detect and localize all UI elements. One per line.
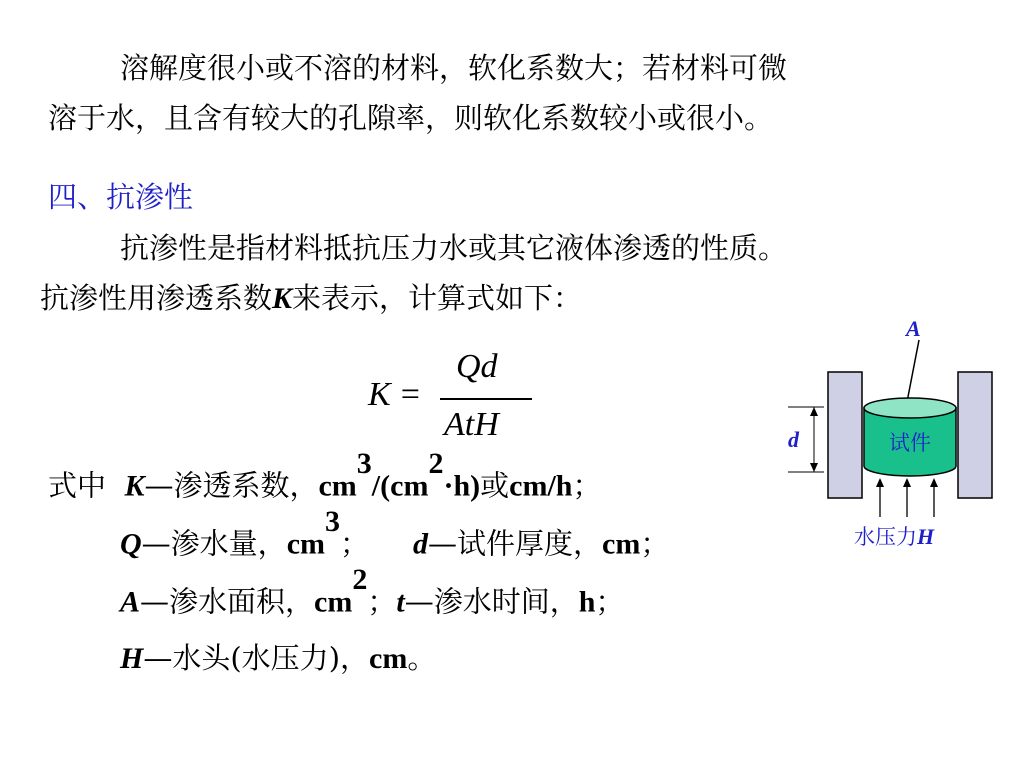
def-t-unit: h <box>578 585 596 619</box>
def-h-desc2: 水压力 <box>241 641 329 675</box>
def-h-desc3: )， <box>328 641 370 675</box>
def-k-end: ； <box>572 468 602 503</box>
pressure-arrowhead-3 <box>930 478 938 487</box>
def-a-desc: —渗水面积， <box>140 584 315 619</box>
def-t-end: ； <box>595 584 625 619</box>
right-plate <box>958 372 992 498</box>
def-k-sup2: 2 <box>428 447 444 480</box>
def-k-unit-b: /(cm <box>371 469 429 503</box>
specimen-label: 试件 <box>889 431 931 455</box>
def-k-unit-a: cm <box>318 469 357 503</box>
permeability-test-diagram <box>780 312 1010 562</box>
def-h-var: H <box>120 642 144 675</box>
def-d-var: d <box>413 527 429 561</box>
def-a-sup: 2 <box>352 563 368 596</box>
paragraph2-line2 <box>40 278 582 319</box>
paragraph2-line1: 抗渗性是指材料抵抗压力水或其它液体渗透的性质。 <box>120 231 788 265</box>
def-a-end: ； <box>367 584 397 619</box>
formula-lhs <box>368 376 430 414</box>
label-a: A <box>906 316 921 341</box>
definition-prefix: 式中 <box>48 468 107 503</box>
def-k-unit-c: ·h) <box>443 469 481 503</box>
paragraph2-text-a: 抗渗性用渗透系数 <box>40 281 273 315</box>
definition-a-t <box>120 563 625 623</box>
formula-k: K <box>368 376 391 413</box>
def-q-desc: —渗水量， <box>141 526 287 561</box>
def-d-end: ； <box>640 526 670 561</box>
def-k-var: K <box>124 469 145 503</box>
dim-arrow-down <box>810 463 818 472</box>
definition-h <box>120 638 436 679</box>
pressure-text: 水压力 <box>854 525 917 549</box>
formula-denominator: AtH <box>444 406 499 443</box>
def-h-end: 。 <box>407 641 437 675</box>
formula-equals: = <box>400 376 420 413</box>
def-t-var: t <box>396 585 405 619</box>
def-d-desc: —试件厚度， <box>428 526 603 561</box>
pressure-arrowhead-2 <box>903 478 911 487</box>
def-h-unit: cm <box>369 642 408 675</box>
def-q-unit: cm <box>286 527 325 561</box>
paragraph2-text-b: 来表示，计算式如下： <box>292 281 583 315</box>
dim-arrow-up <box>810 407 818 416</box>
label-d: d <box>788 427 799 452</box>
left-plate <box>828 372 862 498</box>
def-k-unit-d: cm/h <box>509 469 573 503</box>
definition-q-d <box>120 505 670 565</box>
pressure-var: H <box>917 524 935 549</box>
pressure-arrowhead-1 <box>876 478 884 487</box>
definition-k <box>48 447 602 507</box>
fraction-bar <box>440 398 532 400</box>
pressure-label <box>854 524 935 549</box>
def-q-end: ； <box>340 526 370 561</box>
variable-k: K <box>272 282 293 315</box>
paragraph1-line2: 溶于水，且含有较大的孔隙率，则软化系数较小或很小。 <box>48 101 774 135</box>
def-d-unit: cm <box>602 527 641 561</box>
def-h-desc: —水头( <box>143 641 242 675</box>
specimen-top <box>864 398 956 418</box>
def-t-desc: —渗水时间， <box>404 584 579 619</box>
def-q-sup: 3 <box>325 505 340 538</box>
section-heading: 四、抗渗性 <box>48 180 194 214</box>
def-a-var: A <box>120 585 141 619</box>
def-k-sup: 3 <box>356 447 372 480</box>
def-q-var: Q <box>120 527 142 561</box>
pointer-line-a <box>907 340 919 402</box>
def-a-unit: cm <box>314 585 353 619</box>
def-k-or: 或 <box>480 468 510 503</box>
formula-numerator: Qd <box>456 348 498 385</box>
def-k-desc: —渗透系数， <box>144 468 319 503</box>
paragraph1-line1: 溶解度很小或不溶的材料，软化系数大；若材料可微 <box>120 51 788 85</box>
